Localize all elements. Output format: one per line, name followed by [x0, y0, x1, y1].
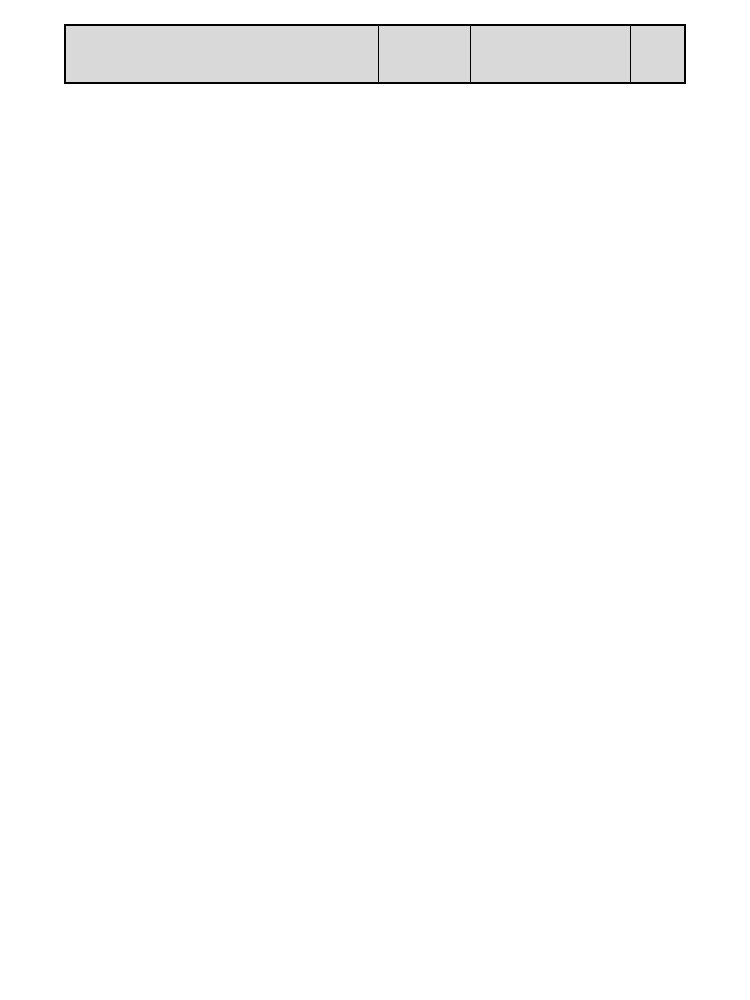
header-route	[65, 25, 378, 83]
table-header	[65, 25, 685, 83]
header-time	[378, 25, 470, 83]
header-row	[65, 25, 685, 83]
header-row-number	[630, 25, 685, 83]
header-city	[470, 25, 630, 83]
routes-table	[64, 24, 686, 84]
